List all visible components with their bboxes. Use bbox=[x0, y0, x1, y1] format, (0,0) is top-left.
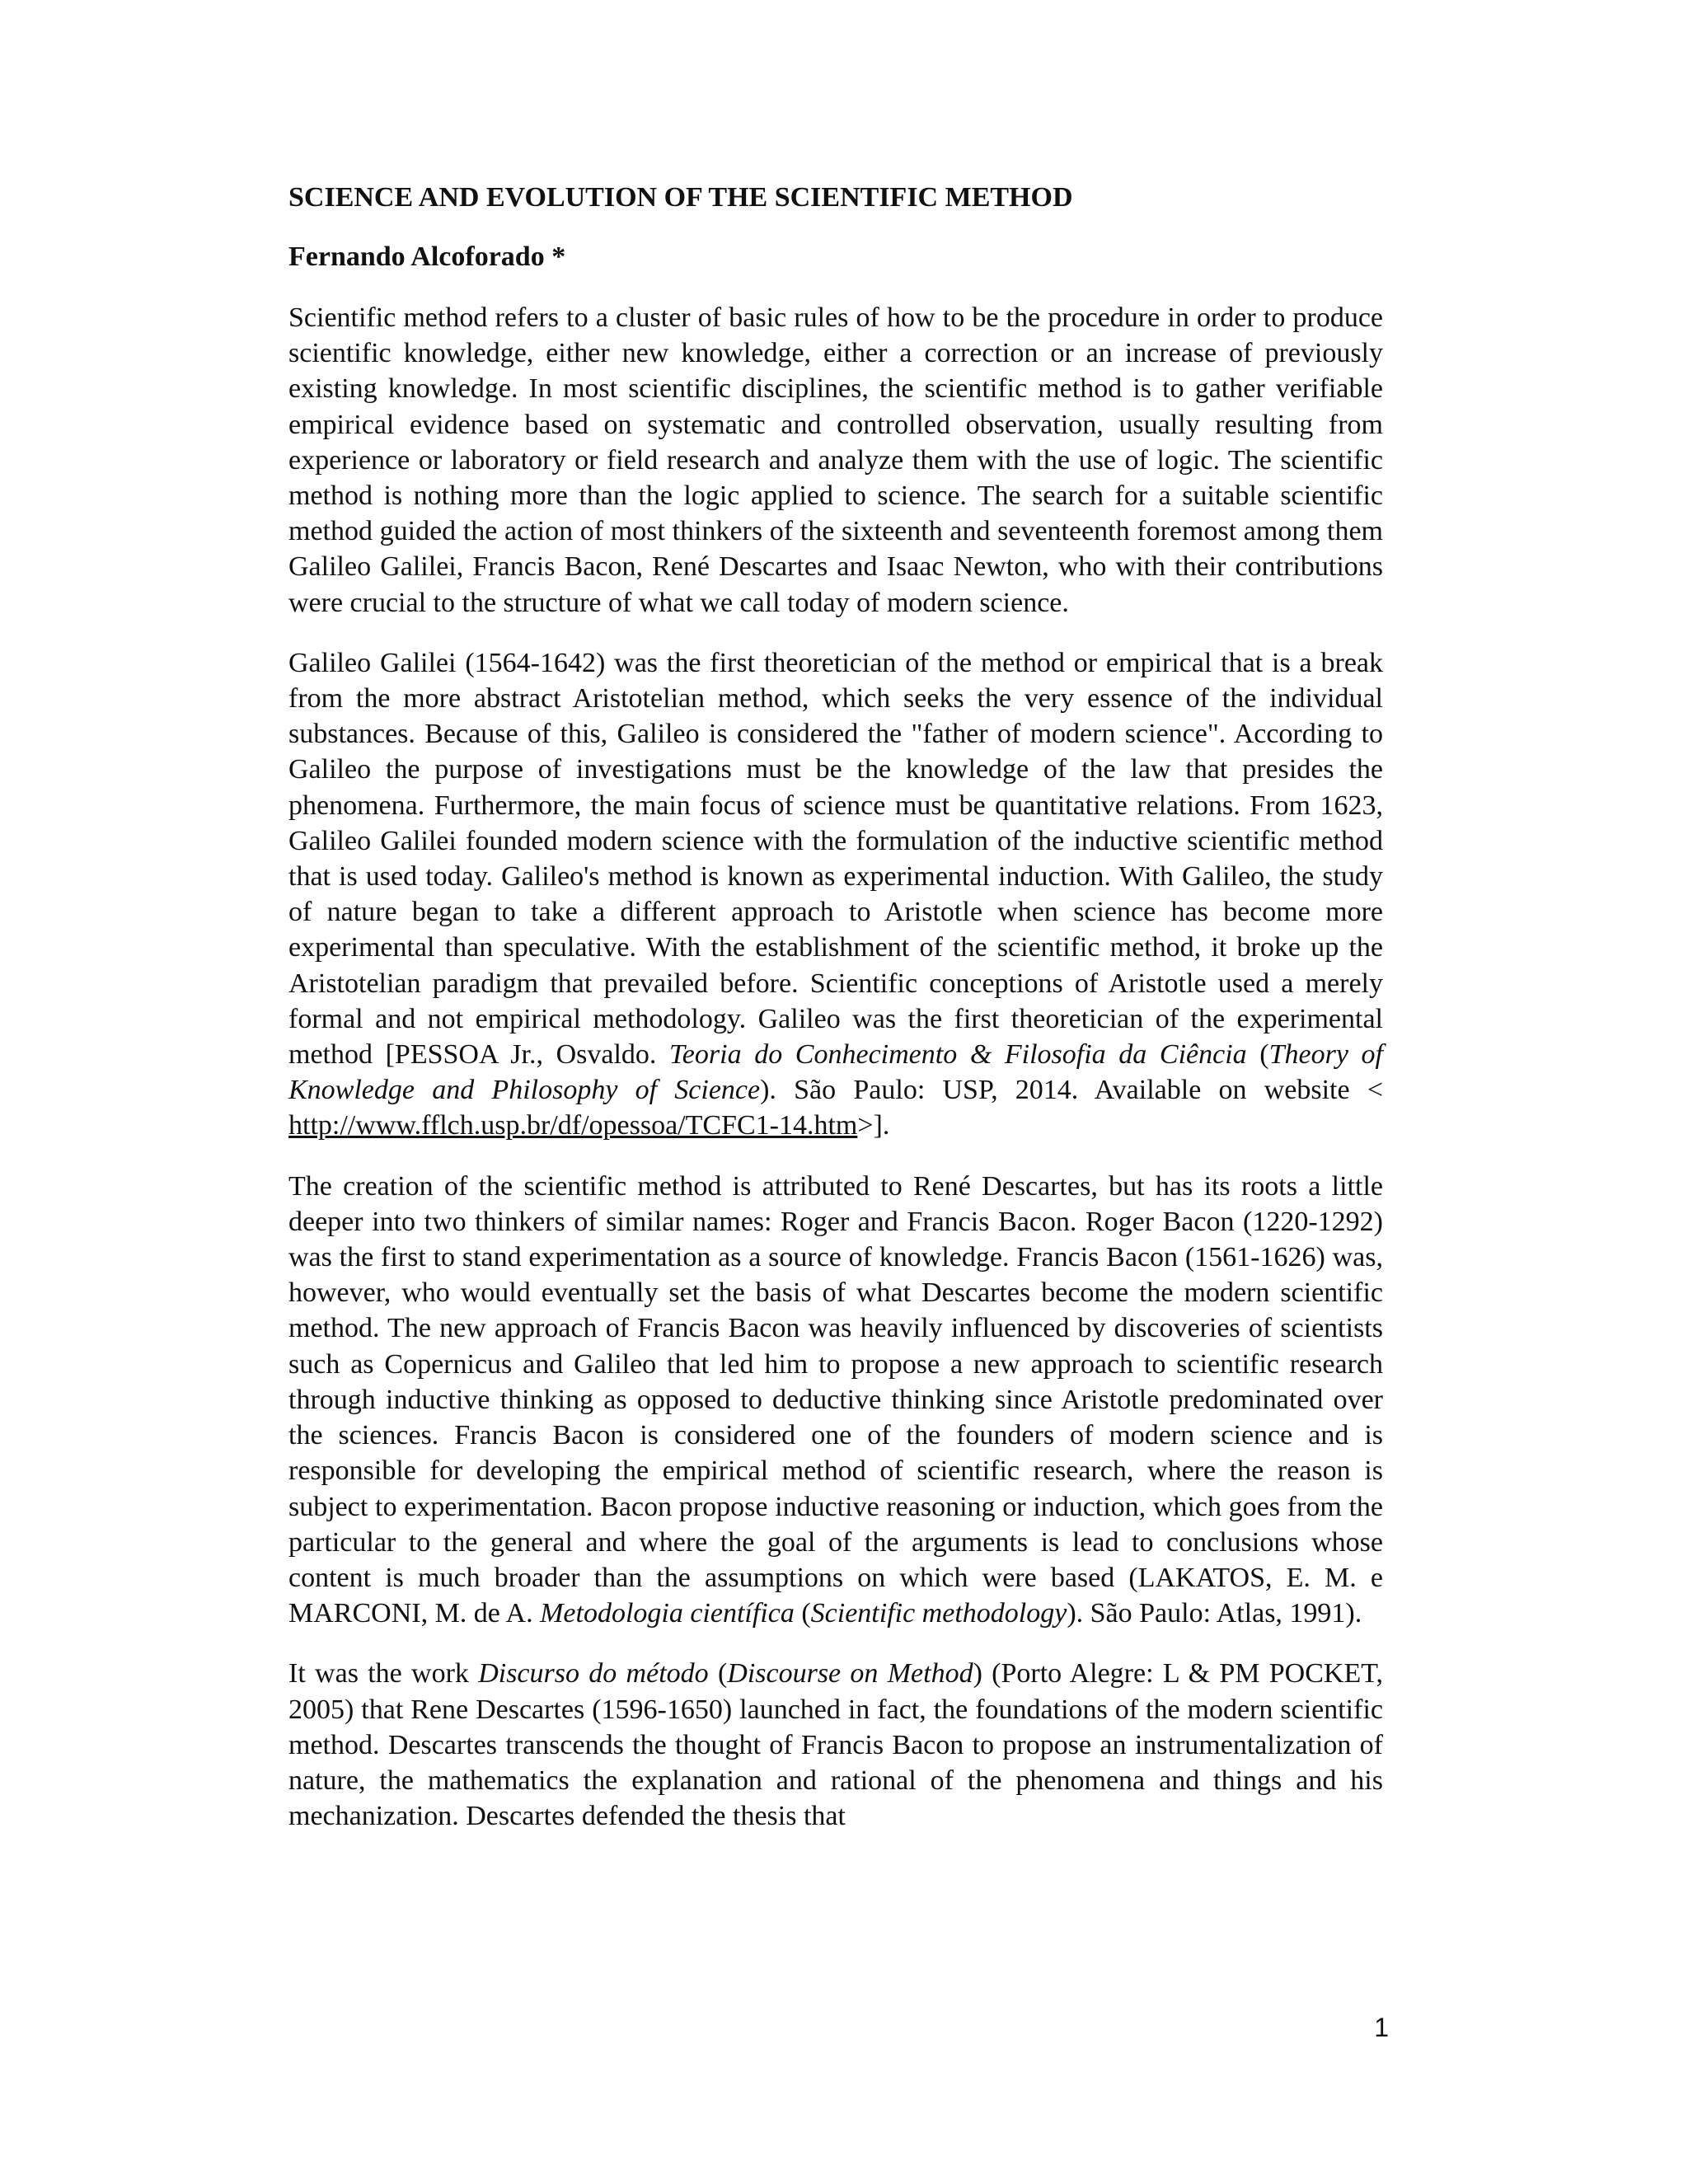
paragraph-3-text-a: The creation of the scientific method is attributed to René Descartes, but has its roots a little deeper into two thinkers of similar names: Roger and Francis Bacon. Roger Bacon (1220-1292) was the first to stand experimentation as a source of knowledge. Francis Bacon (1561-1626) was, however, who would eventually set the basis of what Descartes become the modern scientific method. The new approach of Francis Bacon was heavily influenced by discoveries of scientists such as Copernicus and Galileo that led him to propose a new approach to scientific research through inductive thinking as opposed to deductive thinking since Aristotle predominated over the sciences. Francis Bacon is considered one of the founders of modern science and is responsible for developing the empirical method of scientific research, where the reason is subject to experimentation. Bacon propose inductive reasoning or induction, which goes from the particular to the general and where the goal of the arguments is lead to conclusions whose content is much broader than the assumptions on which were based (LAKATOS, E. M. e MARCONI, M. de A. bbox=[288, 1170, 1383, 1629]
document-title: SCIENCE AND EVOLUTION OF THE SCIENTIFIC METHOD bbox=[288, 182, 1073, 213]
document-body bbox=[288, 180, 1383, 1858]
paragraph-1-text: Scientific method refers to a cluster of basic rules of how to be the procedure in order to produce scientific knowledge, either new knowledge, either a correction or an increase of previously existing knowledge. In most scientific disciplines, the scientific method is to gather verifiable empirical evidence based on systematic and controlled observation, usually resulting from experience or laboratory or field research and analyze them with the use of logic. The scientific method is nothing more than the logic applied to science. The search for a suitable scientific method guided the action of most thinkers of the sixteenth and seventeenth foremost among them Galileo Galilei, Francis Bacon, René Descartes and Isaac Newton, who with their contributions were crucial to the structure of what we call today of modern science. bbox=[288, 302, 1383, 618]
reference-link[interactable]: http://www.fflch.usp.br/df/opessoa/TCFC1-14.htm bbox=[288, 1110, 858, 1141]
paragraph-2-text-b: ( bbox=[1246, 1039, 1269, 1071]
paragraph-3-text-b: ( bbox=[794, 1598, 811, 1629]
paragraph-3 bbox=[288, 1169, 1383, 1632]
paragraph-4-text-b: ( bbox=[708, 1658, 728, 1690]
paragraph-4-italic-title: Discurso do método bbox=[478, 1658, 709, 1690]
paragraph-4-text-a: It was the work bbox=[288, 1658, 479, 1690]
paragraph-2-text-a: Galileo Galilei (1564-1642) was the first theoretician of the method or empirical that is a break from the more abstract Aristotelian method, which seeks the very essence of the individual substances. Because of this, Galileo is considered the "father of modern science". According to Galileo the purpose of investigations must be the knowledge of the law that presides the phenomena. Furthermore, the main focus of science must be quantitative relations. From 1623, Galileo Galilei founded modern science with the formulation of the inductive scientific method that is used today. Galileo's method is known as experimental induction. With Galileo, the study of nature began to take a different approach to Aristotle when science has become more experimental than speculative. With the establishment of the scientific method, it broke up the Aristotelian paradigm that prevailed before. Scientific conceptions of Aristotle used a merely formal and not empirical methodology. Galileo was the first theoretician of the experimental method [PESSOA Jr., Osvaldo. bbox=[288, 647, 1383, 1071]
paragraph-4 bbox=[288, 1656, 1383, 1834]
paragraph-3-italic-translation: Scientific methodology bbox=[810, 1598, 1067, 1629]
paragraph-2-italic-title: Teoria do Conhecimento & Filosofia da Ciência bbox=[669, 1039, 1247, 1071]
paragraph-4-text-c: ) (Porto Alegre: L & PM POCKET, 2005) that Rene Descartes (1596-1650) launched in fact, the foundations of the modern scientific method. Descartes transcends the thought of Francis Bacon to propose an instrumentalization of nature, the mathematics the explanation and rational of the phenomena and things and his mechanization. Descartes defended the thesis that bbox=[288, 1658, 1383, 1832]
paragraph-3-italic-title: Metodologia científica bbox=[540, 1598, 795, 1629]
paragraph-1 bbox=[288, 300, 1383, 621]
paragraph-4-italic-translation: Discourse on Method bbox=[727, 1658, 973, 1690]
paragraph-3-text-c: ). São Paulo: Atlas, 1991). bbox=[1067, 1598, 1362, 1629]
document-author: Fernando Alcoforado * bbox=[288, 241, 566, 272]
paragraph-2-text-d: >]. bbox=[857, 1110, 890, 1141]
paragraph-2 bbox=[288, 645, 1383, 1144]
paragraph-2-text-c: ). São Paulo: USP, 2014. Available on website < bbox=[760, 1075, 1383, 1106]
paragraph-2-italic-translation: Theory of Knowledge and Philosophy of Science bbox=[288, 1039, 1383, 1106]
page-number: 1 bbox=[1374, 2013, 1389, 2042]
